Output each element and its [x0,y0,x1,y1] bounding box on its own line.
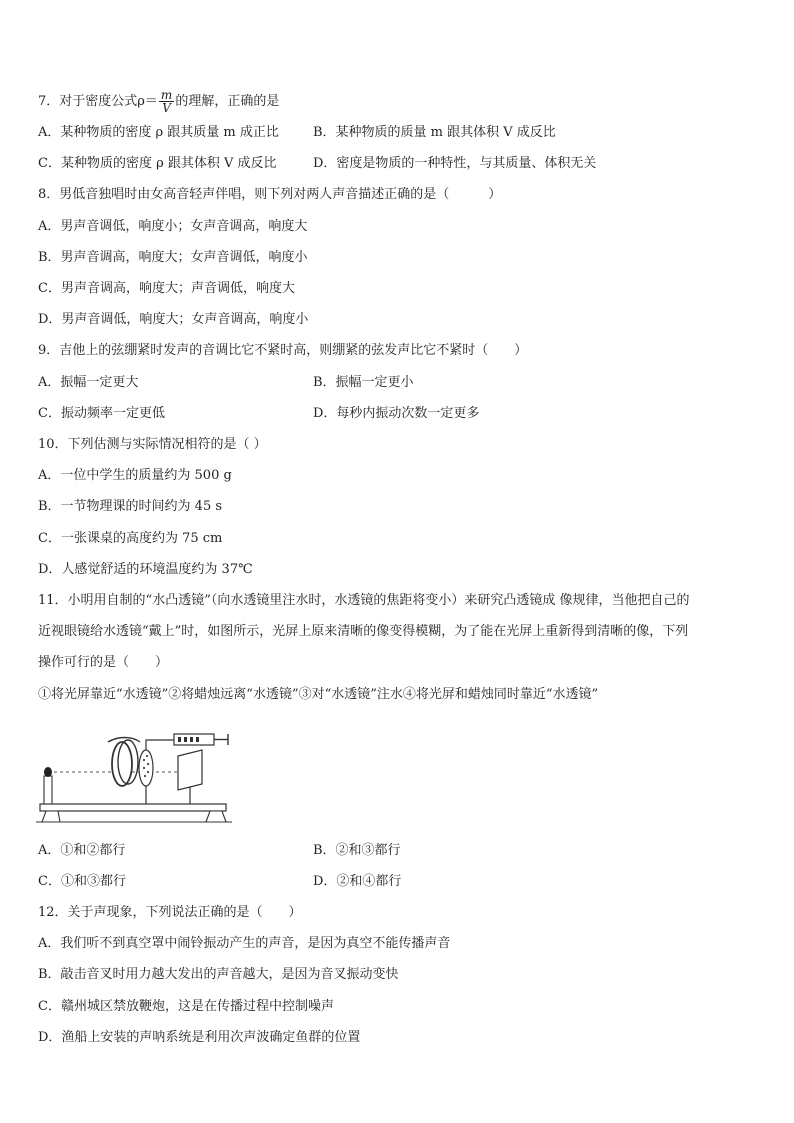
q10-option-c: C．一张课桌的高度约为 75 cm [38,531,223,546]
q8-option-a: A．男声音调低，响度小；女声音调高，响度大 [38,219,308,234]
optics-bench-figure [36,722,236,828]
q11-stem-line3: 操作可行的是（ ） [38,655,169,670]
q12-option-c: C．赣州城区禁放鞭炮，这是在传播过程中控制噪声 [38,999,334,1014]
q10-stem: 10．下列估测与实际情况相符的是（ ） [38,437,267,452]
q8-option-c: C．男声音调高，响度大；声音调低，响度大 [38,281,295,296]
q10-option-b: B．一节物理课的时间约为 45 s [38,499,223,514]
candle-body [44,776,52,804]
q8-option-d: D．男声音调低，响度大；女声音调高，响度小 [38,312,309,327]
q7-option-b: B．某种物质的质量 m 跟其体积 V 成反比 [313,125,556,140]
q7-stem [38,89,279,114]
q7-option-d: D．密度是物质的一种特性，与其质量、体积无关 [313,156,597,171]
q7-stem-post: 的理解，正确的是 [175,94,280,109]
q8-option-b: B．男声音调高，响度大；女声音调低，响度小 [38,250,308,265]
q12-option-d: D．渔船上安装的声呐系统是利用次声波确定鱼群的位置 [38,1030,361,1045]
fraction-denominator: V [162,101,171,115]
q9-option-d: D．每秒内振动次数一定更多 [313,406,480,421]
q7-option-c: C．某种物质的密度 ρ 跟其体积 V 成反比 [38,156,277,171]
q12-option-a: A．我们听不到真空罩中闹铃振动产生的声音，是因为真空不能传播声音 [38,936,451,951]
q8-stem: 8．男低音独唱时由女高音轻声伴唱，则下列对两人声音描述正确的是（ ） [38,187,502,202]
density-formula-fraction [159,89,174,114]
q9-stem: 9．吉他上的弦绷紧时发声的音调比它不紧时高，则绷紧的弦发声比它不紧时（ ） [38,343,528,358]
bench-leg-left [42,811,60,822]
water-lens [139,750,153,786]
q11-option-b: B．②和③都行 [313,843,401,858]
light-screen [178,750,202,790]
q11-option-c: C．①和③都行 [38,874,126,889]
q11-stem-line2: 近视眼镜给水透镜“戴上”时，如图所示，光屏上原来清晰的像变得模糊，为了能在光屏上重新得到清晰的像，下列 [38,624,689,639]
bench-rail [40,804,226,811]
q9-option-a: A．振幅一定更大 [38,375,139,390]
q10-option-a: A．一位中学生的质量约为 500 g [38,468,232,483]
q12-stem: 12．关于声现象，下列说法正确的是（ ） [38,905,302,920]
q9-option-c: C．振动频率一定更低 [38,406,165,421]
fraction-numerator: m [160,88,173,102]
q10-option-d: D．人感觉舒适的环境温度约为 37℃ [38,562,253,577]
q7-option-a: A．某种物质的密度 ρ 跟其质量 m 成正比 [38,125,279,140]
candle-flame [44,767,52,777]
syringe-tube [146,740,174,750]
q7-stem-pre: 7．对于密度公式ρ＝ [38,94,158,109]
q11-option-d: D．②和④都行 [313,874,402,889]
q9-option-b: B．振幅一定更小 [313,375,414,390]
q12-option-b: B．敲击音叉时用力越大发出的声音越大，是因为音叉振动变快 [38,967,399,982]
q11-operations: ①将光屏靠近“水透镜”②将蜡烛远离“水透镜”③对“水透镜”注水④将光屏和蜡烛同时靠近“水透镜” [38,687,599,702]
q11-option-a: A．①和②都行 [38,843,126,858]
q11-stem-line1: 11．小明用自制的“水凸透镜”（向水透镜里注水时，水透镜的焦距将变小）来研究凸透镜成 像规律，当他把自己的 [38,593,690,608]
bench-leg-right [206,811,226,822]
